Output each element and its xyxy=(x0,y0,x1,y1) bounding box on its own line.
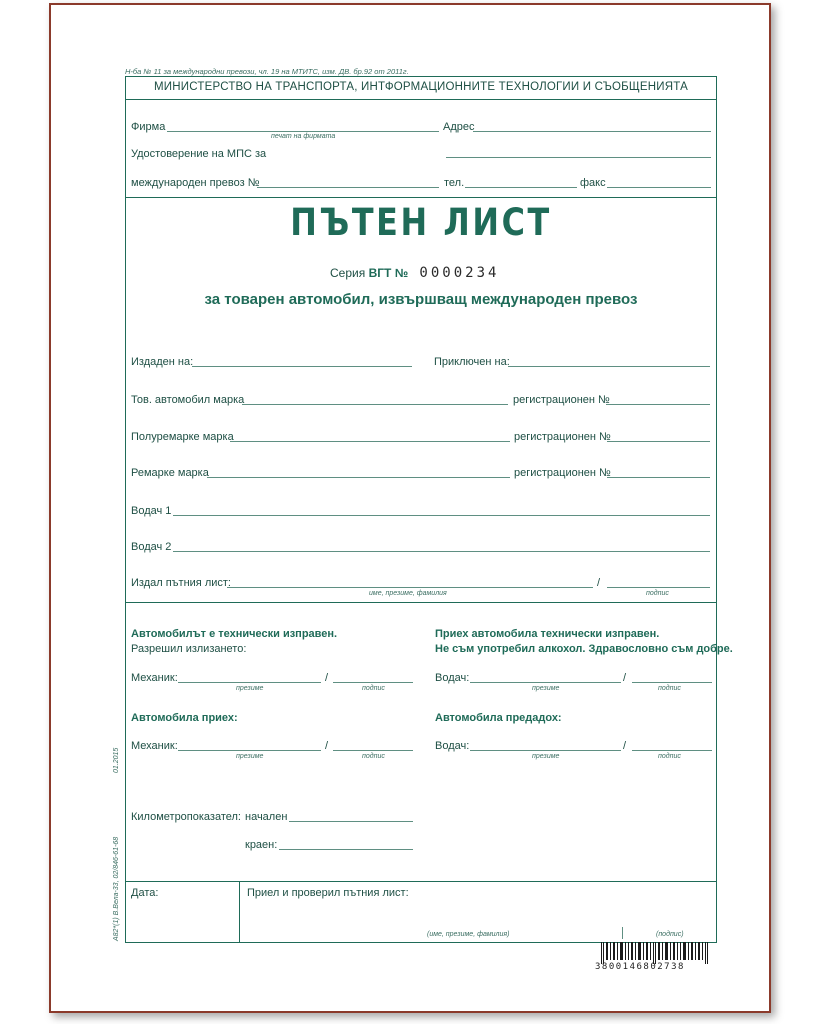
printer-info-side: А82*(1) В.Вела-33, 02/846-61-68 xyxy=(113,836,120,941)
left-subheading: Разрешил излизането: xyxy=(131,643,247,655)
right-heading-2: Не съм употребил алкохол. Здравословно съм добре. xyxy=(435,643,733,655)
series-label: Серия xyxy=(330,266,366,280)
ministry-name: МИНИСТЕРСТВО НА ТРАНСПОРТА, ИНТФОРМАЦИОННИТЕ ТЕХНОЛОГИИ И СЪОБЩЕНИЯТА xyxy=(154,81,688,93)
mehanik2-name-field[interactable] xyxy=(178,750,321,751)
barcode-icon xyxy=(601,942,715,964)
slash: / xyxy=(597,577,601,589)
footer-sign-hint: (подпис) xyxy=(656,931,684,938)
footer-divider xyxy=(239,881,240,943)
reg-label-1: регистрационен № xyxy=(513,394,610,406)
mehanik2-sign-field[interactable] xyxy=(333,750,413,751)
podpis-hint: подпис xyxy=(362,685,385,692)
document-subtitle: за товарен автомобил, извършващ международен превоз xyxy=(204,291,638,308)
mezhdunaroden-label: международен превоз № xyxy=(131,177,260,189)
vodach1-label: Водач 1 xyxy=(131,505,172,517)
adres-field-2[interactable] xyxy=(446,157,711,158)
priklyuchen-field[interactable] xyxy=(508,366,710,367)
podpis-hint: подпис xyxy=(362,753,385,760)
slash: / xyxy=(325,740,329,752)
izdal-sign-field[interactable] xyxy=(607,587,710,588)
km-nachalen-label: начален xyxy=(245,811,288,823)
reg-label-3: регистрационен № xyxy=(514,467,611,479)
remarke-field[interactable] xyxy=(207,477,510,478)
footer-sign-separator xyxy=(622,927,623,939)
slash: / xyxy=(325,672,329,684)
prezime-hint: презиме xyxy=(236,753,264,760)
km-kraen-label: краен: xyxy=(245,839,278,851)
barcode-number: 3800146802738 xyxy=(595,962,685,972)
mehanik-label-2: Механик: xyxy=(131,740,178,752)
prezime-hint: презиме xyxy=(532,685,560,692)
udostoverenie-field[interactable] xyxy=(257,187,439,188)
izdaden-field[interactable] xyxy=(192,366,412,367)
izdal-name-hint: име, презиме, фамилия xyxy=(369,590,447,597)
print-date-side: 01.2015 xyxy=(113,747,120,773)
vodach1-field[interactable] xyxy=(173,515,710,516)
mehanik1-name-field[interactable] xyxy=(178,682,321,683)
mehanik1-sign-field[interactable] xyxy=(333,682,413,683)
reg-field-1[interactable] xyxy=(606,404,710,405)
divider xyxy=(125,602,717,603)
priel-label: Приел и проверил пътния лист: xyxy=(247,887,409,899)
km-nachalen-field[interactable] xyxy=(289,821,413,822)
serial-number: 0000234 xyxy=(419,265,500,281)
vodach2-field[interactable] xyxy=(173,551,710,552)
prezime-hint: презиме xyxy=(236,685,264,692)
series-line xyxy=(330,265,499,281)
left-heading: Автомобилът е технически изправен. xyxy=(131,628,338,640)
vodach-r1-sign-field[interactable] xyxy=(632,682,712,683)
km-kraen-field[interactable] xyxy=(279,849,413,850)
adres-label: Адрес xyxy=(443,121,475,133)
firma-label: Фирма xyxy=(131,121,166,133)
divider xyxy=(125,881,717,882)
series-code: ВГТ № xyxy=(368,266,409,280)
right-heading-1: Приех автомобила технически изправен. xyxy=(435,628,660,640)
right-heading-3: Автомобила предадох: xyxy=(435,712,562,724)
slash: / xyxy=(623,740,627,752)
poluremarke-field[interactable] xyxy=(230,441,510,442)
left-heading-2: Автомобила приех: xyxy=(131,712,238,724)
izdal-name-field[interactable] xyxy=(227,587,593,588)
firma-field[interactable] xyxy=(167,131,439,132)
divider xyxy=(125,197,717,198)
izdal-label: Издал пътния лист: xyxy=(131,577,231,589)
vodach-r2-name-field[interactable] xyxy=(470,750,621,751)
udostoverenie-label: Удостоверение на МПС за xyxy=(131,148,267,160)
tel-field[interactable] xyxy=(465,187,577,188)
document-sheet xyxy=(49,3,771,1013)
podpis-hint: подпис xyxy=(658,753,681,760)
vodach-r2-sign-field[interactable] xyxy=(632,750,712,751)
reg-field-3[interactable] xyxy=(607,477,710,478)
mehanik-label-1: Механик: xyxy=(131,672,178,684)
adres-field[interactable] xyxy=(473,131,711,132)
podpis-hint: подпис xyxy=(658,685,681,692)
tov-avtomobil-label: Тов. автомобил марка xyxy=(131,394,245,406)
footer-name-hint: (име, презиме, фамилия) xyxy=(427,931,510,938)
slash: / xyxy=(623,672,627,684)
firma-hint: печат на фирмата xyxy=(271,133,336,140)
km-label: Километропоказател: xyxy=(131,811,241,823)
reg-label-2: регистрационен № xyxy=(514,431,611,443)
priklyuchen-label: Приключен на: xyxy=(434,356,510,368)
reg-field-2[interactable] xyxy=(607,441,710,442)
vodach2-label: Водач 2 xyxy=(131,541,172,553)
poluremarke-label: Полуремарке марка xyxy=(131,431,234,443)
vodach-label-r2: Водач: xyxy=(435,740,470,752)
vodach-label-r1: Водач: xyxy=(435,672,470,684)
data-label: Дата: xyxy=(131,887,159,899)
izdal-sign-hint: подпис xyxy=(646,590,669,597)
divider xyxy=(125,99,717,100)
legal-reference-note: Н-ба № 11 за международни превози, чл. 19 на МТИТС, изм. ДВ. бр.92 от 2011г. xyxy=(125,67,409,76)
remarke-label: Ремарке марка xyxy=(131,467,209,479)
document-title: ПЪТЕН ЛИСТ xyxy=(290,201,552,244)
faks-field[interactable] xyxy=(607,187,711,188)
tov-avtomobil-field[interactable] xyxy=(242,404,508,405)
vodach-r1-name-field[interactable] xyxy=(470,682,621,683)
faks-label: факс xyxy=(580,177,606,189)
prezime-hint: презиме xyxy=(532,753,560,760)
tel-label: тел. xyxy=(444,177,465,189)
izdaden-label: Издаден на: xyxy=(131,356,194,368)
